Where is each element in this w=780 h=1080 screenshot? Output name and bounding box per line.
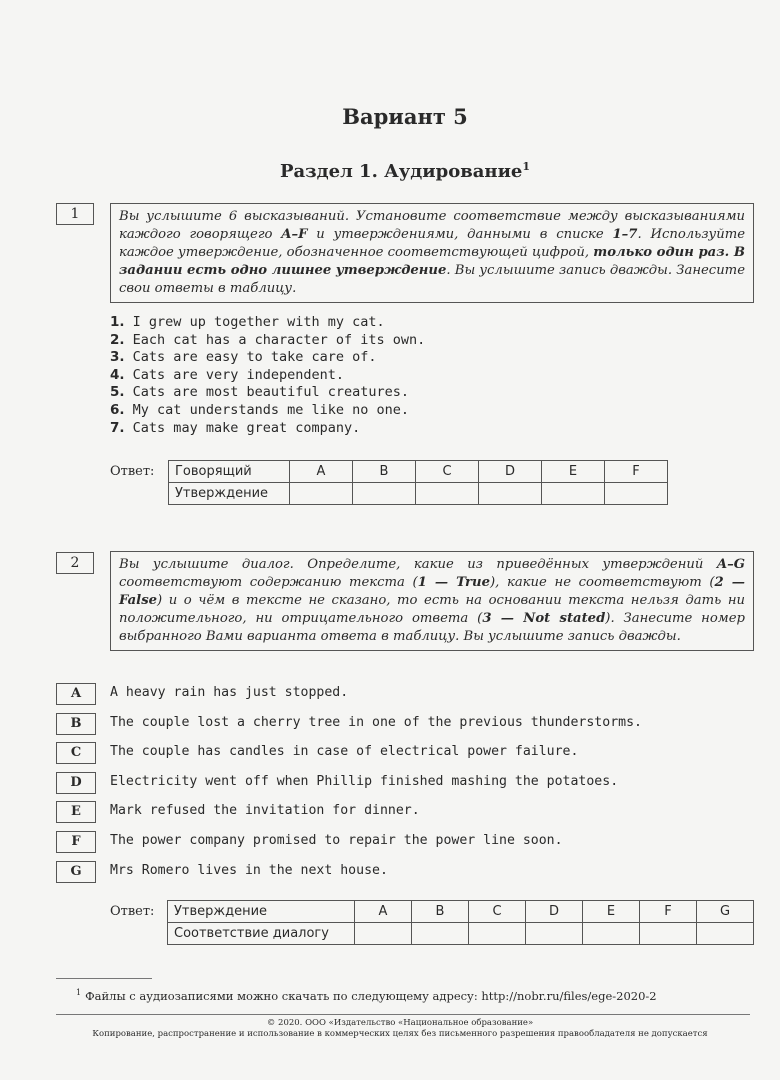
statement-item: 6. My cat understands me like no one. [110, 401, 410, 418]
task-2-answer-label: Ответ: [110, 904, 155, 919]
copyright-line-1: © 2020. ООО «Издательство «Национальное образование» [266, 1018, 534, 1028]
task-2-answer-table [167, 900, 754, 945]
option-row [56, 683, 756, 713]
copyright-line-2: Копирование, распространение и использование в коммерческих целях без письменного разрешения правообладателя не допускается [92, 1029, 708, 1039]
option-text: Mark refused the invitation for dinner. [110, 803, 420, 819]
option-row [56, 772, 756, 802]
task-2-instruction: Вы услышите диалог. Определите, какие из приведённых утверждений A–G соответствуют содержанию текста (1 — True), какие не соответствуют (2 — False) и о чём в тексте не сказано, то есть на основании текста нельзя дать ни положительного, ни отрицательного ответа (3 — Not stated). Занесите номер выбранного Вами варианта ответа в таблицу. Вы услышите запись дважды. [110, 551, 754, 651]
footnote-mark: 1 [76, 988, 82, 997]
answer-row-header: Соответствие диалогу [168, 923, 355, 945]
answer-row-statement [169, 483, 668, 505]
task-1-instruction: Вы услышите 6 высказываний. Установите соответствие между высказываниями каждого говорящего A–F и утверждениями, данными в списке 1–7. Используйте каждое утверждение, обозначенное соответствующей цифрой, только один раз. В задании есть одно лишнее утверждение. Вы услышите запись дважды. Занесите свои ответы в таблицу. [110, 203, 754, 303]
answer-row-header: Утверждение [168, 901, 355, 923]
statement-item: 2. Each cat has a character of its own. [110, 331, 426, 348]
section-title [0, 160, 780, 182]
task-1-number: 1 [56, 203, 94, 225]
option-text: Mrs Romero lives in the next house. [110, 862, 388, 878]
answer-cell[interactable] [479, 483, 542, 505]
copyright-divider [56, 1014, 750, 1015]
option-letter-box: C [56, 742, 96, 764]
answer-row-match [168, 923, 754, 945]
answer-cell[interactable] [640, 923, 697, 945]
answer-col-header: B [412, 901, 469, 923]
answer-col-header: B [353, 461, 416, 483]
answer-cell[interactable] [355, 923, 412, 945]
footnote-text: Файлы с аудиозаписями можно скачать по следующему адресу: http://nobr.ru/files/ege-2020-2 [85, 988, 657, 1003]
statement-item: 7. Cats may make great company. [110, 419, 361, 436]
answer-col-header: A [355, 901, 412, 923]
answer-col-header: G [697, 901, 754, 923]
variant-title: Вариант 5 [342, 104, 468, 129]
option-row [56, 742, 756, 772]
answer-row-header: Утверждение [169, 483, 290, 505]
option-row [56, 713, 756, 743]
answer-col-header: D [479, 461, 542, 483]
statement-item: 1. I grew up together with my cat. [110, 314, 385, 330]
answer-col-header: F [640, 901, 697, 923]
option-letter-box: G [56, 861, 96, 883]
option-letter-box: B [56, 713, 96, 735]
task-2-option-list [56, 683, 756, 890]
answer-col-header: E [542, 461, 605, 483]
option-letter-box: D [56, 772, 96, 794]
footnote [76, 988, 657, 1003]
answer-row-header: Говорящий [169, 461, 290, 483]
answer-cell[interactable] [526, 923, 583, 945]
section-title-text: Раздел 1. Аудирование [279, 161, 523, 182]
option-text: The couple lost a cherry tree in one of the previous thunderstorms. [110, 714, 642, 730]
answer-col-header: D [526, 901, 583, 923]
task-1-statement-list [110, 314, 425, 437]
answer-col-header: A [290, 461, 353, 483]
answer-col-header: C [469, 901, 526, 923]
answer-col-header: C [416, 461, 479, 483]
option-text: The power company promised to repair the power line soon. [110, 832, 563, 848]
answer-cell[interactable] [290, 483, 353, 505]
answer-cell[interactable] [353, 483, 416, 505]
option-text: The couple has candles in case of electrical power failure. [110, 744, 579, 760]
answer-row-statement [168, 901, 754, 923]
statement-item: 3. Cats are easy to take care of. [110, 349, 377, 366]
option-row [56, 861, 756, 891]
answer-cell[interactable] [416, 483, 479, 505]
answer-col-header: F [605, 461, 668, 483]
option-letter-box: F [56, 831, 96, 853]
option-letter-box: E [56, 801, 96, 823]
section-footnote-mark: 1 [522, 160, 531, 173]
option-row [56, 801, 756, 831]
task-2-number: 2 [56, 552, 94, 574]
option-text: A heavy rain has just stopped. [110, 685, 349, 700]
answer-cell[interactable] [605, 483, 668, 505]
answer-cell[interactable] [469, 923, 526, 945]
task-1-answer-table [168, 460, 668, 505]
answer-cell[interactable] [542, 483, 605, 505]
option-text: Electricity went off when Phillip finished mashing the potatoes. [110, 773, 619, 789]
answer-col-header: E [583, 901, 640, 923]
answer-row-speaker [169, 461, 668, 483]
answer-cell[interactable] [697, 923, 754, 945]
answer-cell[interactable] [583, 923, 640, 945]
answer-cell[interactable] [412, 923, 469, 945]
footnote-divider [56, 978, 152, 979]
statement-item: 4. Cats are very independent. [110, 366, 344, 383]
task-1-answer-label: Ответ: [110, 464, 155, 479]
option-row [56, 831, 756, 861]
option-letter-box: A [56, 683, 96, 705]
statement-item: 5. Cats are most beautiful creatures. [110, 384, 410, 401]
